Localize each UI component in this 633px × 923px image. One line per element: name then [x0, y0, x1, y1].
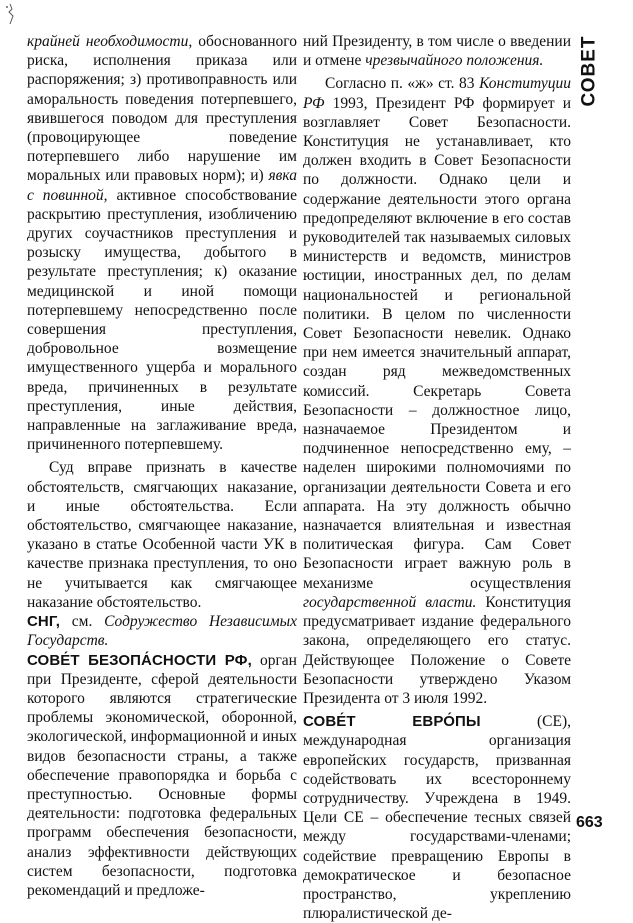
- paragraph-text: ний Президенту, в том числе о введении и отмене: [303, 33, 571, 70]
- term-link-state-power: государственной власти.: [303, 593, 477, 611]
- running-head: [575, 36, 605, 106]
- paragraph-continuation: [303, 32, 571, 70]
- entry-sng: [27, 612, 297, 650]
- term-link-emergency: чрезвычайного положения.: [365, 52, 544, 70]
- entry-text: (СЕ), международная организация европейских государств, призванная содействовать их всестороннему сотрудничеству. Учреждена в 1949. Цели СЕ – обеспечение тесных связей между государствами-членами; содействие превращению Европы в демократическое и безопасное пространство, укреплению плюралистической де-: [303, 713, 571, 923]
- see-text: см.: [60, 613, 105, 631]
- scan-mark: [3, 3, 17, 25]
- entry-council-of-europe: [303, 712, 571, 923]
- term-link-surrender: явка с повинной,: [27, 167, 297, 204]
- paragraph-mitigating-circumstances: [27, 32, 297, 454]
- entry-text: орган при Президенте, сферой деятельности которого являются стратегические проблемы экономической, оборонной, экологической, информационной и иных видов безопасности страны, а также обеспечение правопорядка и борьба с преступностью. Основные формы деятельности: подготовка федеральных программ обеспечения безопасности, анализ эффективности действующих систем безопасности, подготовка рекомендаций и предложе-: [27, 651, 297, 899]
- term-link-necessity: крайней необходимости,: [27, 33, 193, 50]
- paragraph-text: Согласно п. «ж» ст. 83: [325, 75, 480, 93]
- paragraph-constitution: [303, 74, 571, 708]
- paragraph-text: 1993, Президент РФ формирует и возглавляет Совет Безопасности. Конституция не устанавливает, кто должен входить в Совет Безопасности по должности. Однако цели и содержание деятельности этого органа предопределяют включение в его состав руководителей так называемых силовых министерств и ведомств, министров юстиции, иностранных дел, по делам национальностей и региональной политики. В целом по численности Совет Безопасности невелик. Однако при нем имеется значительный аппарат, создан ряд межведомственных комиссий. Секретарь Совета Безопасности – должностное лицо, назначаемое Президентом и подчиненное непосредственно ему, – наделен широкими полномочиями по организации деятельности Совета и его аппарата. На эту должность обычно назначается влиятельная и известная политическая фигура. Сам Совет Безопасности играет важную роль в механизме осуществления: [303, 94, 571, 592]
- headword-sng: СНГ,: [27, 613, 61, 631]
- term-link-constitution: Конституции РФ: [303, 75, 571, 112]
- paragraph-text: активное способствование раскрытию преступления, изобличению других соучастников преступления и розыску имущества, добытого в результате преступления; к) оказание медицинской и иной помощи потерпевшему непосредственно после совершения преступления, добровольное возмещение имущественного ущерба и морального вреда, причиненных в результате преступления, иные действия, направленные на заглаживание вреда, причиненного потерпевшему.: [27, 186, 297, 454]
- left-column: [27, 32, 297, 900]
- paragraph-court-discretion: Суд вправе признать в качестве обстоятельств, смягчающих наказание, и иные обстоятельства. Если обстоятельство, смягчающее наказание, указано в статье Особенной части УК в качестве признака преступления, то оно не учитывается как смягчающее наказание обстоятельство.: [27, 459, 297, 611]
- running-head-text: СОВЕТ: [579, 35, 600, 107]
- page-number: 663: [576, 814, 603, 831]
- headword-council-of-europe: СОВЕ́Т ЕВРО́ПЫ: [303, 713, 481, 731]
- cross-reference: Содружество Независимых Государств.: [27, 613, 297, 650]
- headword-security-council: СОВЕ́Т БЕЗОПА́СНОСТИ РФ,: [27, 651, 252, 669]
- right-column: [303, 32, 571, 923]
- paragraph-text: Конституция предусматривает издание федерального закона, определяющего его статус. Действующее Положение о Совете Безопасности утверждено Указом Президента от 3 июля 1992.: [303, 593, 571, 707]
- paragraph-text: обоснованного риска, исполнения приказа или распоряжения; з) противоправность или аморальность поведения потерпевшего, явившегося поводом для преступления (провоцирующее поведение потерпевшего либо нарушение им моральных или правовых норм); и): [27, 33, 297, 185]
